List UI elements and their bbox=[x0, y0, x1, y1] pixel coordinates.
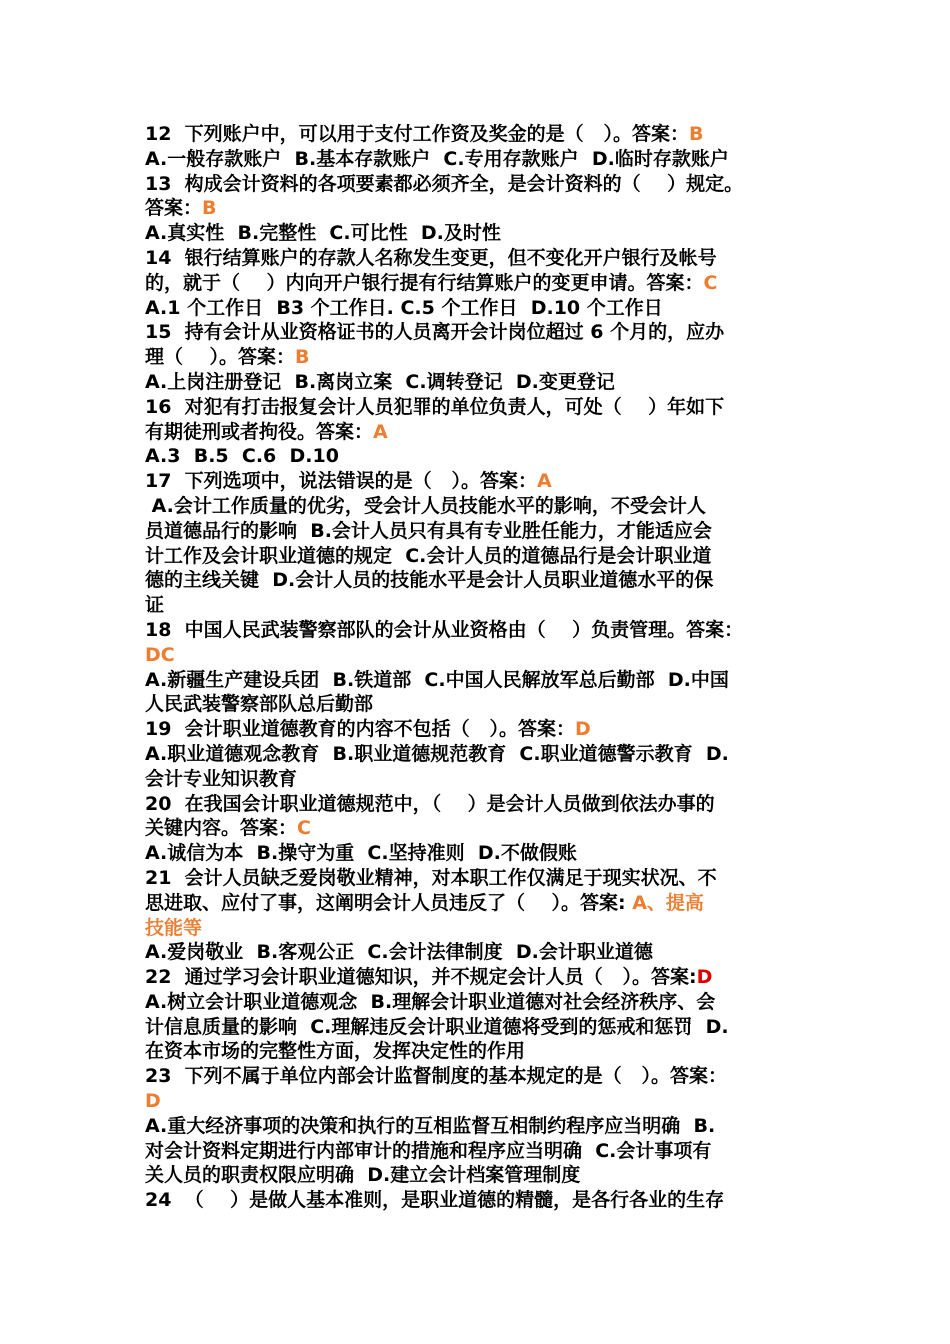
line-text: 17 下列选项中，说法错误的是（ ）。答案： bbox=[145, 470, 538, 493]
line-text: 思进取、应付了事，这阐明会计人员违反了（ ）。答案: bbox=[145, 891, 633, 914]
answer-text: C bbox=[703, 271, 718, 294]
text-line bbox=[145, 420, 810, 445]
line-text: A.树立会计职业道德观念 B.理解会计职业道德对社会经济秩序、会 bbox=[145, 990, 716, 1013]
line-text: 关键内容。答案： bbox=[145, 817, 298, 840]
line-text: 19 会计职业道德教育的内容不包括（ ）。答案： bbox=[145, 718, 576, 741]
answer-text: B bbox=[202, 197, 217, 220]
answer-text: A、提高 bbox=[632, 891, 704, 914]
text-line bbox=[145, 816, 810, 841]
line-text: 证 bbox=[145, 594, 165, 617]
text-line bbox=[145, 965, 810, 990]
line-text: 23 下列不属于单位内部会计监督制度的基本规定的是（ ）。答案： bbox=[145, 1065, 728, 1088]
text-line bbox=[145, 1163, 810, 1188]
document-body bbox=[145, 122, 810, 1213]
line-text: A.1 个工作日 B3 个工作日. C.5 个工作日 D.10 个工作日 bbox=[145, 296, 663, 319]
text-line bbox=[145, 767, 810, 792]
line-text: 14 银行结算账户的存款人名称发生变更，但不变化开户银行及帐号 bbox=[145, 246, 717, 269]
line-text: A.一般存款账户 B.基本存款账户 C.专用存款账户 D.临时存款账户 bbox=[145, 147, 729, 170]
answer-text: DC bbox=[145, 643, 175, 666]
line-text: 德的主线关键 D.会计人员的技能水平是会计人员职业道德水平的保 bbox=[145, 569, 714, 592]
text-line bbox=[145, 841, 810, 866]
answer-text: C bbox=[297, 817, 311, 840]
answer-text: B bbox=[689, 123, 704, 145]
line-text: 员道德品行的影响 B.会计人员只有具有专业胜任能力，才能适应会 bbox=[145, 519, 712, 542]
line-text: 计工作及会计职业道德的规定 C.会计人员的道德品行是会计职业道 bbox=[145, 544, 712, 567]
line-text: 计信息质量的影响 C.理解违反会计职业道德将受到的惩戒和惩罚 D. bbox=[145, 1015, 729, 1038]
line-text: 18 中国人民武装警察部队的会计从业资格由（ ）负责管理。答案： bbox=[145, 618, 744, 641]
text-line bbox=[145, 593, 810, 618]
text-line bbox=[145, 370, 810, 395]
text-line bbox=[145, 494, 810, 519]
text-line bbox=[145, 568, 810, 593]
line-text: 理（ ）。答案： bbox=[145, 346, 295, 369]
text-line bbox=[145, 519, 810, 544]
answer-text: D bbox=[145, 1090, 161, 1113]
answer-text: A bbox=[537, 470, 552, 493]
text-line bbox=[145, 444, 810, 469]
text-line bbox=[145, 668, 810, 693]
text-line bbox=[145, 643, 810, 668]
line-text: A.爱岗敬业 B.客观公正 C.会计法律制度 D.会计职业道德 bbox=[145, 941, 653, 964]
line-text: 13 构成会计资料的各项要素都必须齐全，是会计资料的（ ）规定。 bbox=[145, 172, 744, 195]
line-text: 会计专业知识教育 bbox=[145, 767, 298, 790]
text-line bbox=[145, 544, 810, 569]
answer-text: A bbox=[373, 420, 388, 443]
answer-text: D bbox=[575, 718, 591, 741]
text-line bbox=[145, 866, 810, 891]
text-line bbox=[145, 742, 810, 767]
line-text: 24 （ ）是做人基本准则，是职业道德的精髓，是各行各业的生存 bbox=[145, 1189, 725, 1212]
text-line bbox=[145, 717, 810, 742]
line-text: 16 对犯有打击报复会计人员犯罪的单位负责人，可处（ ）年如下 bbox=[145, 395, 725, 418]
text-line bbox=[145, 147, 810, 172]
line-text: 20 在我国会计职业道德规范中，（ ）是会计人员做到依法办事的 bbox=[145, 792, 715, 815]
line-text: 的，就于（ ）内向开户银行提有行结算账户的变更申请。答案： bbox=[145, 271, 704, 294]
line-text: 21 会计人员缺乏爱岗敬业精神，对本职工作仅满足于现实状况、不 bbox=[145, 866, 717, 889]
text-line bbox=[145, 1089, 810, 1114]
line-text: A.上岗注册登记 B.离岗立案 C.调转登记 D.变更登记 bbox=[145, 370, 615, 393]
line-text: 有期徒刑或者拘役。答案： bbox=[145, 420, 374, 443]
line-text: 关人员的职责权限应明确 D.建立会计档案管理制度 bbox=[145, 1164, 581, 1187]
text-line bbox=[145, 1114, 810, 1139]
text-line bbox=[145, 271, 810, 296]
line-text: 人民武装警察部队总后勤部 bbox=[145, 693, 374, 716]
text-line bbox=[145, 1064, 810, 1089]
text-line bbox=[145, 172, 810, 197]
text-line bbox=[145, 395, 810, 420]
text-line bbox=[145, 990, 810, 1015]
line-text: 15 持有会计从业资格证书的人员离开会计岗位超过 6 个月的，应办 bbox=[145, 321, 725, 344]
line-text: A.真实性 B.完整性 C.可比性 D.及时性 bbox=[145, 222, 501, 245]
line-text: A.诚信为本 B.操守为重 C.坚持准则 D.不做假账 bbox=[145, 842, 577, 865]
answer-text: 技能等 bbox=[145, 916, 203, 939]
line-text: A.3 B.5 C.6 D.10 bbox=[145, 445, 339, 468]
answer-text: B bbox=[294, 346, 310, 369]
text-line bbox=[145, 345, 810, 370]
line-text: A.新疆生产建设兵团 B.铁道部 C.中国人民解放军总后勤部 D.中国 bbox=[145, 668, 729, 691]
line-text: A.职业道德观念教育 B.职业道德规范教育 C.职业道德警示教育 D. bbox=[145, 742, 729, 765]
text-line bbox=[145, 1139, 810, 1164]
line-text: A.会计工作质量的优劣，受会计人员技能水平的影响，不受会计人 bbox=[145, 494, 706, 517]
text-line bbox=[145, 1015, 810, 1040]
text-line bbox=[145, 1039, 810, 1064]
line-text: 在资本市场的完整性方面，发挥决定性的作用 bbox=[145, 1040, 526, 1063]
text-line bbox=[145, 916, 810, 941]
line-text: 对会计资料定期进行内部审计的措施和程序应当明确 C.会计事项有 bbox=[145, 1139, 712, 1162]
text-line bbox=[145, 469, 810, 494]
text-line bbox=[145, 296, 810, 321]
text-line bbox=[145, 122, 810, 147]
text-line bbox=[145, 692, 810, 717]
answer-text: D bbox=[696, 966, 713, 989]
line-text: 答案： bbox=[145, 197, 203, 220]
text-line bbox=[145, 792, 810, 817]
text-line bbox=[145, 196, 810, 221]
text-line bbox=[145, 940, 810, 965]
line-text: 12 下列账户中，可以用于支付工作资及奖金的是（ ）。答案： bbox=[145, 123, 690, 145]
text-line bbox=[145, 221, 810, 246]
text-line bbox=[145, 891, 810, 916]
text-line bbox=[145, 1188, 810, 1213]
line-text: 22 通过学习会计职业道德知识，并不规定会计人员（ ）。答案: bbox=[145, 966, 697, 989]
text-line bbox=[145, 320, 810, 345]
text-line bbox=[145, 246, 810, 271]
line-text: A.重大经济事项的决策和执行的互相监督互相制约程序应当明确 B. bbox=[145, 1114, 716, 1137]
text-line bbox=[145, 618, 810, 643]
